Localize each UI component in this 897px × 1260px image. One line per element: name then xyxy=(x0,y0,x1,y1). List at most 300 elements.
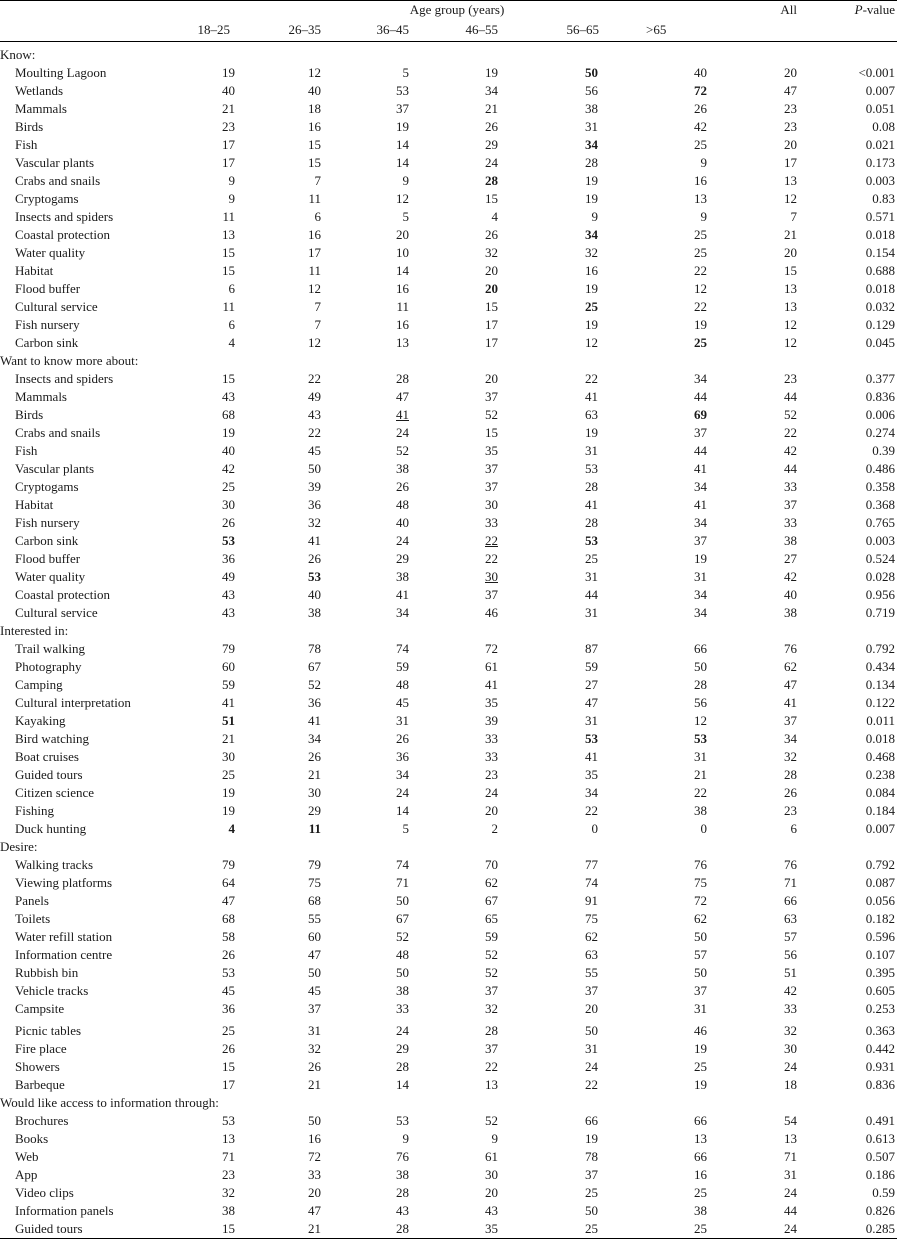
row-label: Kayaking xyxy=(15,713,66,728)
cell-value: 35 xyxy=(485,1221,498,1236)
cell-value: 72 xyxy=(694,893,708,908)
cell-value: 38 xyxy=(694,1203,708,1218)
row-label: Brochures xyxy=(15,1113,69,1128)
cell-value: 50 xyxy=(585,65,598,80)
cell-value: 19 xyxy=(222,785,235,800)
cell-value: 24 xyxy=(485,785,498,800)
cell-value: 37 xyxy=(485,461,498,476)
cell-value: 52 xyxy=(485,1113,498,1128)
table-row xyxy=(0,280,897,298)
cell-value: 30 xyxy=(485,1167,498,1182)
cell-value: 72 xyxy=(694,83,708,98)
age-group-cell xyxy=(431,1076,520,1094)
row-label: Panels xyxy=(15,893,49,908)
age-group-cell xyxy=(343,550,431,568)
cell-value: 62 xyxy=(485,875,498,890)
age-group-cell xyxy=(252,1184,343,1202)
age-group-cell xyxy=(343,82,431,100)
age-group-cell xyxy=(252,154,343,172)
cell-value: 75 xyxy=(585,911,598,926)
table-row xyxy=(0,136,897,154)
age-group-cell xyxy=(150,676,252,694)
all-cell: 13 xyxy=(784,1131,798,1146)
age-group-cell xyxy=(252,568,343,586)
cell-value: 14 xyxy=(396,803,409,818)
age-group-cell xyxy=(150,1000,252,1018)
cell-value: 68 xyxy=(222,911,235,926)
cell-value: 4 xyxy=(228,335,235,350)
all-cell: 27 xyxy=(784,551,798,566)
cell-value: 22 xyxy=(694,263,708,278)
age-group-cell xyxy=(431,1166,520,1184)
table-row xyxy=(0,730,897,748)
cell-value: 53 xyxy=(396,83,409,98)
row-label: Duck hunting xyxy=(15,821,87,836)
age-group-cell xyxy=(343,1148,431,1166)
all-cell: 21 xyxy=(784,227,798,242)
age-group-cell xyxy=(629,442,724,460)
cell-value: 34 xyxy=(694,515,708,530)
age-group-cell xyxy=(629,496,724,514)
age-group-cell xyxy=(431,640,520,658)
age-group-cell xyxy=(629,1130,724,1148)
age-group-cell xyxy=(343,514,431,532)
age-group-cell xyxy=(150,748,252,766)
age-group-cell xyxy=(252,460,343,478)
cell-value: 25 xyxy=(585,551,598,566)
cell-value: 53 xyxy=(396,1113,409,1128)
age-group-cell xyxy=(520,82,629,100)
age-group-cell xyxy=(629,1166,724,1184)
all-cell: 24 xyxy=(784,1185,798,1200)
age-group-cell xyxy=(431,784,520,802)
cell-value: 15 xyxy=(222,1221,235,1236)
cell-value: 5 xyxy=(402,821,409,836)
cell-value: 11 xyxy=(396,299,409,314)
cell-value: 38 xyxy=(308,605,321,620)
cell-value: 43 xyxy=(222,605,235,620)
all-cell: 34 xyxy=(784,731,798,746)
cell-value: 27 xyxy=(585,677,598,692)
cell-value: 29 xyxy=(485,137,498,152)
age-group-cell xyxy=(252,892,343,910)
age-group-cell xyxy=(629,946,724,964)
age-group-cell xyxy=(252,190,343,208)
table-row xyxy=(0,388,897,406)
age-group-cell xyxy=(150,874,252,892)
age-group-cell xyxy=(629,532,724,550)
age-group-cell xyxy=(252,1022,343,1040)
cell-value: 38 xyxy=(222,1203,235,1218)
age-group-cell xyxy=(520,64,629,82)
cell-value: 29 xyxy=(308,803,321,818)
age-group-cell xyxy=(431,1148,520,1166)
row-label: Walking tracks xyxy=(15,857,94,872)
age-group-cell xyxy=(343,856,431,874)
age-group-cell xyxy=(520,496,629,514)
cell-value: 87 xyxy=(585,641,598,656)
all-cell: 32 xyxy=(784,749,798,764)
pvalue-cell: 0.051 xyxy=(865,101,896,116)
age-group-cell xyxy=(629,892,724,910)
age-group-cell xyxy=(629,64,724,82)
row-label: Insects and spiders xyxy=(15,209,114,224)
all-cell: 37 xyxy=(784,497,798,512)
cell-value: 41 xyxy=(308,713,321,728)
age-group-cell xyxy=(431,424,520,442)
pvalue-cell: 0.836 xyxy=(865,389,896,404)
cell-value: 25 xyxy=(694,1185,708,1200)
table-header xyxy=(0,1,897,42)
cell-value: 19 xyxy=(694,1041,708,1056)
all-cell: 23 xyxy=(784,803,798,818)
age-group-cell xyxy=(520,856,629,874)
age-group-cell xyxy=(520,136,629,154)
cell-value: 26 xyxy=(308,749,321,764)
age-group-cell xyxy=(431,64,520,82)
age-group-cell xyxy=(252,784,343,802)
pvalue-cell: 0.08 xyxy=(872,119,896,134)
age-group-cell xyxy=(431,766,520,784)
cell-value: 65 xyxy=(485,911,498,926)
age-group-cell xyxy=(343,532,431,550)
age-group-cell xyxy=(629,640,724,658)
cell-value: 47 xyxy=(308,1203,321,1218)
row-label: Cryptogams xyxy=(15,191,79,206)
age-group-cell xyxy=(343,370,431,388)
age-group-cell xyxy=(520,1112,629,1130)
age-group-cell xyxy=(343,262,431,280)
cell-value: 37 xyxy=(485,587,498,602)
cell-value: 16 xyxy=(308,1131,321,1146)
age-group-cell xyxy=(431,334,520,352)
all-cell: 33 xyxy=(784,479,798,494)
cell-value: 79 xyxy=(222,641,235,656)
age-group-cell xyxy=(520,964,629,982)
cell-value: 32 xyxy=(308,515,321,530)
age-group-cell xyxy=(150,892,252,910)
age-group-cell xyxy=(252,442,343,460)
age-group-cell xyxy=(150,856,252,874)
pvalue-cell: 0.59 xyxy=(872,1185,896,1200)
cell-value: 46 xyxy=(694,1023,708,1038)
all-cell: 22 xyxy=(784,425,798,440)
age-group-cell xyxy=(629,658,724,676)
cell-value: 7 xyxy=(314,317,321,332)
all-cell: 42 xyxy=(784,983,798,998)
cell-value: 53 xyxy=(585,461,598,476)
age-group-cell xyxy=(343,172,431,190)
cell-value: 35 xyxy=(485,695,498,710)
table-row xyxy=(0,190,897,208)
cell-value: 7 xyxy=(314,173,321,188)
age-group-cell xyxy=(431,442,520,460)
age-group-cell xyxy=(343,136,431,154)
cell-value: 56 xyxy=(585,83,598,98)
age-group-cell xyxy=(431,298,520,316)
age-group-cell xyxy=(629,406,724,424)
row-label: Crabs and snails xyxy=(15,425,101,440)
cell-value: 19 xyxy=(222,803,235,818)
cell-value: 7 xyxy=(314,299,321,314)
cell-value: 19 xyxy=(485,65,498,80)
age-group-cell xyxy=(629,1220,724,1239)
age-group-cell xyxy=(343,568,431,586)
cell-value: 45 xyxy=(396,695,409,710)
age-group-cell xyxy=(520,1202,629,1220)
row-label: Water quality xyxy=(15,245,86,260)
table-row xyxy=(0,1148,897,1166)
cell-value: 47 xyxy=(585,695,598,710)
row-label: Fish nursery xyxy=(15,317,80,332)
cell-value: 15 xyxy=(485,299,498,314)
table-row xyxy=(0,856,897,874)
section-header-row xyxy=(0,42,897,65)
age-group-cell xyxy=(520,640,629,658)
cell-value: 41 xyxy=(694,461,708,476)
cell-value: 33 xyxy=(308,1167,321,1182)
age-group-cell xyxy=(520,406,629,424)
cell-value: 50 xyxy=(308,965,321,980)
cell-value: 31 xyxy=(308,1023,321,1038)
cell-value: 36 xyxy=(222,1001,235,1016)
cell-value: 30 xyxy=(308,785,321,800)
age-group-cell xyxy=(520,802,629,820)
age-group-cell xyxy=(520,784,629,802)
table-row xyxy=(0,460,897,478)
pvalue-cell: 0.028 xyxy=(865,569,896,584)
cell-value: 37 xyxy=(396,101,409,116)
age-group-cell xyxy=(150,658,252,676)
table-row xyxy=(0,244,897,262)
cell-value: 21 xyxy=(694,767,708,782)
row-label: Video clips xyxy=(15,1185,74,1200)
cell-value: 17 xyxy=(222,155,235,170)
section-title: Would like access to information through: xyxy=(0,1095,219,1110)
cell-value: 9 xyxy=(700,209,708,224)
cell-value: 22 xyxy=(694,785,708,800)
age-group-cell xyxy=(431,982,520,1000)
age-group-cell xyxy=(343,928,431,946)
cell-value: 15 xyxy=(222,1059,235,1074)
cell-value: 11 xyxy=(308,191,321,206)
cell-value: 43 xyxy=(222,587,235,602)
all-cell: 26 xyxy=(784,785,798,800)
pvalue-cell: 0.011 xyxy=(866,713,896,728)
age-group-cell xyxy=(431,1000,520,1018)
row-label: Toilets xyxy=(15,911,51,926)
cell-value: 12 xyxy=(694,281,708,296)
cell-value: 31 xyxy=(694,749,708,764)
row-label: Trail walking xyxy=(15,641,85,656)
all-cell: 76 xyxy=(784,641,798,656)
cell-value: 39 xyxy=(485,713,498,728)
age-group-cell xyxy=(520,388,629,406)
age-group-cell xyxy=(629,100,724,118)
all-cell: 56 xyxy=(784,947,798,962)
cell-value: 6 xyxy=(314,209,321,224)
age-group-cell xyxy=(150,1202,252,1220)
age-group-cell xyxy=(431,496,520,514)
cell-value: 30 xyxy=(485,569,498,584)
pvalue-cell: 0.719 xyxy=(865,605,896,620)
age-group-cell xyxy=(629,136,724,154)
section-header-row xyxy=(0,352,897,370)
age-group-cell xyxy=(520,1058,629,1076)
age-group-cell xyxy=(629,856,724,874)
pvalue-cell: 0.122 xyxy=(865,695,896,710)
age-group-cell xyxy=(150,1076,252,1094)
age-group-cell xyxy=(520,1076,629,1094)
pvalue-cell: 0.003 xyxy=(865,533,896,548)
table-row xyxy=(0,658,897,676)
row-label: Vehicle tracks xyxy=(15,983,89,998)
pvalue-cell: 0.045 xyxy=(865,335,896,350)
pvalue-cell: 0.605 xyxy=(865,983,896,998)
pvalue-cell: 0.377 xyxy=(865,371,896,386)
cell-value: 5 xyxy=(402,209,409,224)
cell-value: 34 xyxy=(694,479,708,494)
cell-value: 15 xyxy=(485,425,498,440)
row-label: Books xyxy=(15,1131,49,1146)
cell-value: 28 xyxy=(585,479,598,494)
cell-value: 41 xyxy=(308,533,321,548)
pvalue-cell: 0.491 xyxy=(865,1113,896,1128)
cell-value: 63 xyxy=(585,947,598,962)
cell-value: 20 xyxy=(485,803,498,818)
cell-value: 53 xyxy=(308,569,321,584)
age-group-cell xyxy=(431,712,520,730)
age-group-cell xyxy=(629,424,724,442)
all-cell: 33 xyxy=(784,515,798,530)
row-label: Fish nursery xyxy=(15,515,80,530)
age-group-cell xyxy=(150,244,252,262)
age-group-cell xyxy=(150,964,252,982)
age-group-cell xyxy=(252,1058,343,1076)
pvalue-cell: 0.395 xyxy=(865,965,896,980)
age-group-cell xyxy=(343,1184,431,1202)
age-group-cell xyxy=(431,316,520,334)
cell-value: 25 xyxy=(694,335,708,350)
age-group-cell xyxy=(343,748,431,766)
age-group-cell xyxy=(520,586,629,604)
cell-value: 41 xyxy=(585,749,598,764)
age-group-cell xyxy=(252,262,343,280)
age-group-cell xyxy=(343,964,431,982)
table-row xyxy=(0,154,897,172)
cell-value: 69 xyxy=(694,407,708,422)
cell-value: 74 xyxy=(585,875,598,890)
row-label: Showers xyxy=(15,1059,60,1074)
cell-value: 37 xyxy=(585,1167,598,1182)
age-group-cell xyxy=(520,1166,629,1184)
cell-value: 34 xyxy=(694,371,708,386)
age-group-cell xyxy=(431,460,520,478)
cell-value: 25 xyxy=(222,767,235,782)
pvalue-column-heading xyxy=(805,1,897,20)
age-group-cell xyxy=(150,190,252,208)
age-group-cell xyxy=(520,460,629,478)
all-cell: 20 xyxy=(784,245,798,260)
age-group-cell xyxy=(629,964,724,982)
age-group-cell xyxy=(252,334,343,352)
cell-value: 32 xyxy=(585,245,598,260)
cell-value: 66 xyxy=(585,1113,598,1128)
pvalue-cell: 0.154 xyxy=(865,245,896,260)
age-group-cell xyxy=(431,964,520,982)
all-cell: 38 xyxy=(784,533,798,548)
cell-value: 59 xyxy=(485,929,498,944)
age-group-heading-56-65: 56–65 xyxy=(520,19,629,42)
age-group-cell xyxy=(520,334,629,352)
cell-value: 11 xyxy=(308,821,321,836)
cell-value: 34 xyxy=(485,83,498,98)
age-group-cell xyxy=(252,1112,343,1130)
age-group-cell xyxy=(520,208,629,226)
section-header-row xyxy=(0,1094,897,1112)
age-group-cell xyxy=(343,442,431,460)
cell-value: 53 xyxy=(585,731,598,746)
cell-value: 75 xyxy=(694,875,708,890)
cell-value: 21 xyxy=(222,101,235,116)
pvalue-cell: 0.134 xyxy=(865,677,896,692)
cell-value: 32 xyxy=(485,1001,498,1016)
cell-value: 21 xyxy=(308,767,321,782)
age-group-cell xyxy=(629,910,724,928)
cell-value: 13 xyxy=(485,1077,498,1092)
pvalue-cell: 0.442 xyxy=(865,1041,896,1056)
cell-value: 23 xyxy=(485,767,498,782)
row-label: Carbon sink xyxy=(15,335,79,350)
cell-value: 10 xyxy=(396,245,409,260)
cell-value: 34 xyxy=(396,605,409,620)
all-cell: 13 xyxy=(784,173,798,188)
age-group-cell xyxy=(252,910,343,928)
all-cell: 15 xyxy=(784,263,798,278)
pvalue-cell: 0.087 xyxy=(865,875,896,890)
age-group-cell xyxy=(629,298,724,316)
cell-value: 4 xyxy=(491,209,498,224)
cell-value: 31 xyxy=(585,119,598,134)
age-group-cell xyxy=(150,1058,252,1076)
age-group-cell xyxy=(520,154,629,172)
age-group-cell xyxy=(150,946,252,964)
age-group-cell xyxy=(150,712,252,730)
age-group-cell xyxy=(252,586,343,604)
cell-value: 62 xyxy=(585,929,598,944)
age-group-cell xyxy=(520,280,629,298)
cell-value: 28 xyxy=(396,371,409,386)
cell-value: 55 xyxy=(308,911,321,926)
cell-value: 19 xyxy=(222,425,235,440)
cell-value: 13 xyxy=(694,191,708,206)
pvalue-cell: 0.021 xyxy=(865,137,896,152)
row-label: App xyxy=(15,1167,38,1182)
cell-value: 38 xyxy=(396,1167,409,1182)
age-group-heading-26-35: 26–35 xyxy=(252,19,343,42)
cell-value: 42 xyxy=(222,461,235,476)
cell-value: 26 xyxy=(485,119,498,134)
all-cell: 42 xyxy=(784,443,798,458)
cell-value: 41 xyxy=(222,695,235,710)
cell-value: 19 xyxy=(396,119,409,134)
age-group-cell xyxy=(252,226,343,244)
age-group-cell xyxy=(629,280,724,298)
age-group-cell xyxy=(629,604,724,622)
cell-value: 39 xyxy=(308,479,321,494)
cell-value: 19 xyxy=(585,1131,598,1146)
age-group-cell xyxy=(431,694,520,712)
